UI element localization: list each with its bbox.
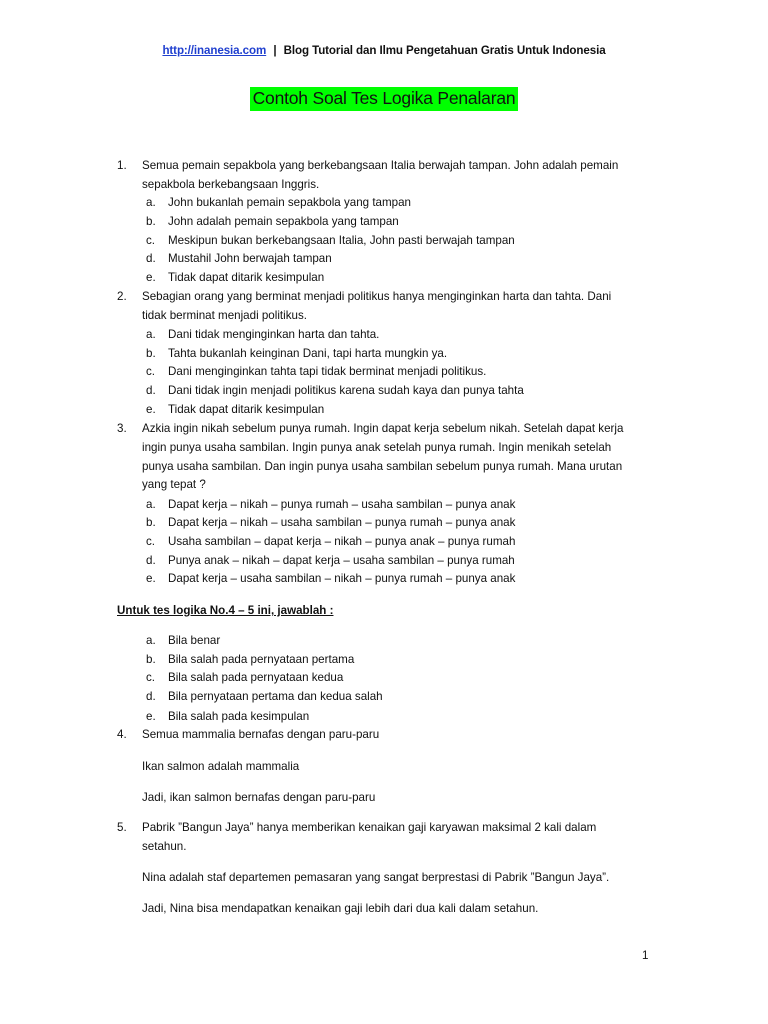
q5-premise-1: Pabrik ”Bangun Jaya” hanya memberikan kenaikan gaji karyawan maksimal 2 kali dalam (142, 821, 597, 834)
q3-number: 3. (117, 422, 127, 435)
site-link[interactable]: http://inanesia.com (162, 44, 267, 57)
q1-line-1: Semua pemain sepakbola yang berkebangsaan Italia berwajah tampan. John adalah pemain (142, 159, 619, 172)
q3-option-letter: e. (146, 572, 156, 585)
q2-option-text: Tahta bukanlah keinginan Dani, tapi harta mungkin ya. (168, 347, 448, 360)
q2-option-text: Dani tidak ingin menjadi politikus karena sudah kaya dan punya tahta (168, 384, 524, 397)
answer-key-text: Bila salah pada pernyataan kedua (168, 671, 344, 684)
answer-key-letter: e. (146, 710, 156, 723)
q2-option-letter: c. (146, 365, 156, 378)
answer-key-letter: c. (146, 671, 156, 684)
q1-option-text: Tidak dapat ditarik kesimpulan (168, 271, 325, 284)
q4-number: 4. (117, 728, 127, 741)
answer-key-text: Bila benar (168, 634, 221, 647)
q5-premise-2: Nina adalah staf departemen pemasaran yang sangat berprestasi di Pabrik ”Bangun Jaya”. (142, 871, 610, 884)
q1-number: 1. (117, 159, 127, 172)
q1-option-text: John adalah pemain sepakbola yang tampan (168, 215, 399, 228)
answer-key-letter: d. (146, 690, 156, 703)
q3-option-text: Usaha sambilan – dapat kerja – nikah – punya anak – punya rumah (168, 535, 516, 548)
q1-option-letter: e. (146, 271, 156, 284)
q1-option-text: John bukanlah pemain sepakbola yang tampan (168, 196, 411, 209)
q3-option-text: Dapat kerja – nikah – usaha sambilan – punya rumah – punya anak (168, 516, 516, 529)
q1-option-letter: a. (146, 196, 156, 209)
q1-option-letter: c. (146, 234, 156, 247)
q3-line-1: Azkia ingin nikah sebelum punya rumah. Ingin dapat kerja sebelum nikah. Setelah dapat kerja (142, 422, 624, 435)
q3-line-3: punya usaha sambilan. Dan ingin punya usaha sambilan sebelum punya rumah. Mana urutan (142, 460, 623, 473)
page-title: Contoh Soal Tes Logika Penalaran (250, 87, 519, 111)
q5-premise-1-cont: setahun. (142, 840, 187, 853)
q3-line-4: yang tepat ? (142, 478, 206, 491)
q2-option-letter: e. (146, 403, 156, 416)
q1-option-letter: b. (146, 215, 156, 228)
q3-option-letter: c. (146, 535, 156, 548)
page-number: 1 (642, 949, 649, 962)
header-separator: | (273, 44, 277, 57)
q1-option-text: Meskipun bukan berkebangsaan Italia, John pasti berwajah tampan (168, 234, 515, 247)
answer-key-text: Bila pernyataan pertama dan kedua salah (168, 690, 383, 703)
q1-line-2: sepakbola berkebangsaan Inggris. (142, 178, 320, 191)
q1-option-text: Mustahil John berwajah tampan (168, 252, 332, 265)
q3-line-2: ingin punya usaha sambilan. Ingin punya anak setelah punya rumah. Ingin menikah setelah (142, 441, 612, 454)
q3-option-text: Dapat kerja – nikah – punya rumah – usaha sambilan – punya anak (168, 498, 516, 511)
q3-option-text: Punya anak – nikah – dapat kerja – usaha sambilan – punya rumah (168, 554, 515, 567)
q2-option-text: Tidak dapat ditarik kesimpulan (168, 403, 325, 416)
answer-key-letter: b. (146, 653, 156, 666)
q5-conclusion: Jadi, Nina bisa mendapatkan kenaikan gaji lebih dari dua kali dalam setahun. (142, 902, 539, 915)
section-heading: Untuk tes logika No.4 – 5 ini, jawablah : (117, 604, 334, 617)
q2-option-text: Dani menginginkan tahta tapi tidak berminat menjadi politikus. (168, 365, 487, 378)
q3-option-letter: b. (146, 516, 156, 529)
q2-option-letter: d. (146, 384, 156, 397)
page-header (0, 44, 768, 57)
header-tagline: Blog Tutorial dan Ilmu Pengetahuan Gratis Untuk Indonesia (283, 44, 606, 57)
answer-key-text: Bila salah pada pernyataan pertama (168, 653, 355, 666)
q2-option-text: Dani tidak menginginkan harta dan tahta. (168, 328, 380, 341)
answer-key-letter: a. (146, 634, 156, 647)
q5-number: 5. (117, 821, 127, 834)
title-wrap (0, 87, 768, 111)
q4-premise-2: Ikan salmon adalah mammalia (142, 760, 300, 773)
q2-option-letter: b. (146, 347, 156, 360)
q2-option-letter: a. (146, 328, 156, 341)
q3-option-letter: d. (146, 554, 156, 567)
q3-option-text: Dapat kerja – usaha sambilan – nikah – punya rumah – punya anak (168, 572, 516, 585)
q2-line-2: tidak berminat menjadi politikus. (142, 309, 307, 322)
q1-option-letter: d. (146, 252, 156, 265)
q2-line-1: Sebagian orang yang berminat menjadi politikus hanya menginginkan harta dan tahta. Dani (142, 290, 612, 303)
q3-option-letter: a. (146, 498, 156, 511)
q2-number: 2. (117, 290, 127, 303)
q4-premise-1: Semua mammalia bernafas dengan paru-paru (142, 728, 380, 741)
q4-conclusion: Jadi, ikan salmon bernafas dengan paru-paru (142, 791, 376, 804)
answer-key-text: Bila salah pada kesimpulan (168, 710, 310, 723)
